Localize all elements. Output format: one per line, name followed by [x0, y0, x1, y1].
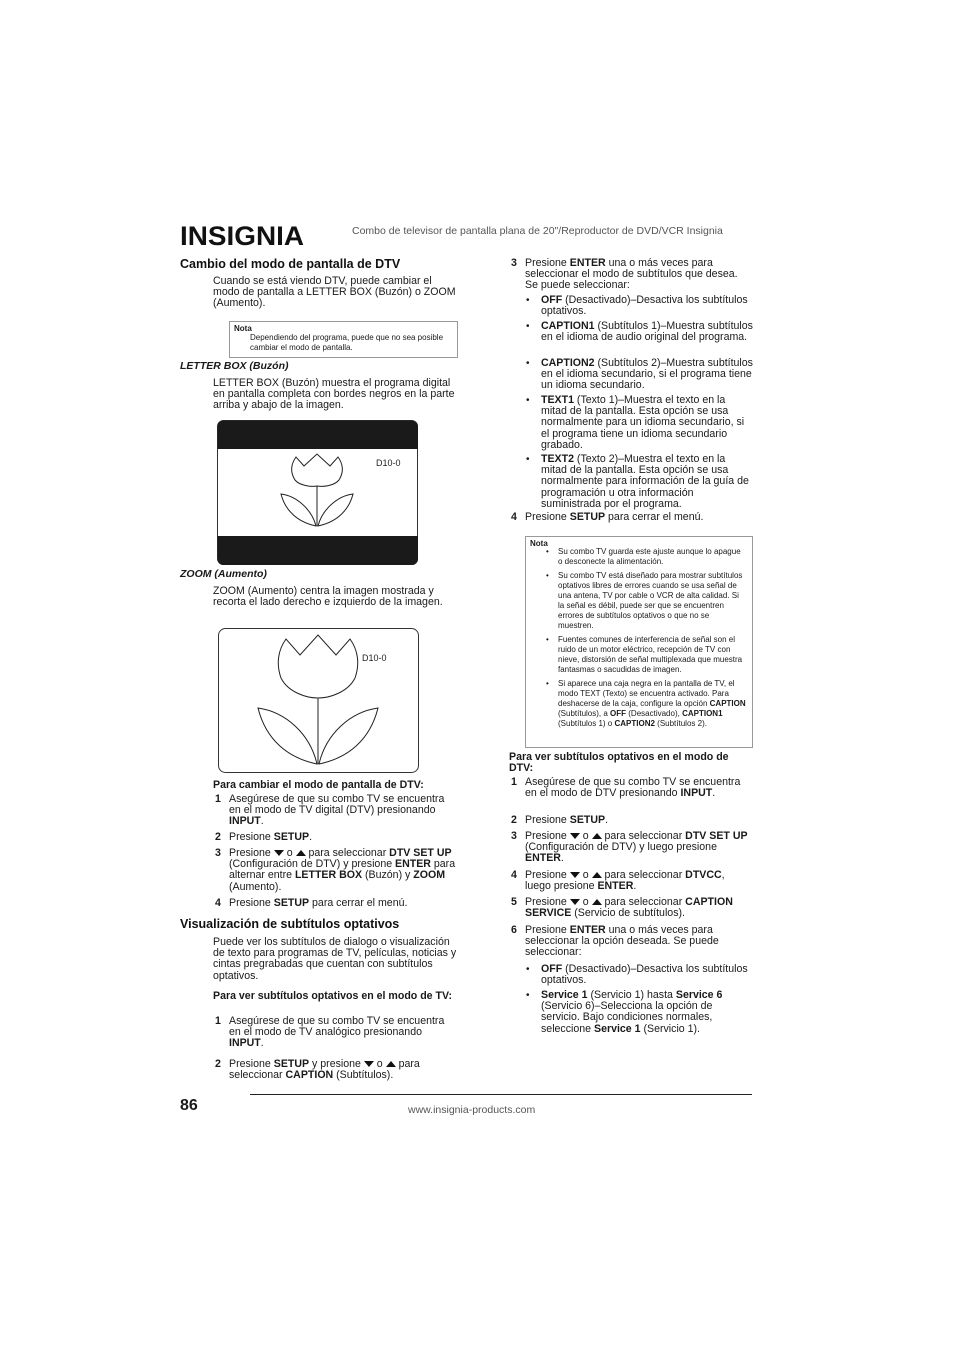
step-5: 5 Presione o para seleccionar CAPTION SERVICE (Servicio de subtítulos). — [511, 896, 733, 920]
list-item: • TEXT1 (Texto 1)–Muestra el texto en la mitad de la pantalla. Esta opción se usa normalmente para un idioma secundario, si el programa tiene un idioma secundario grabado. — [526, 394, 745, 451]
list-item: • CAPTION2 (Subtítulos 2)–Muestra subtítulos en el idioma secundario, si el programa tiene un idioma secundario. — [526, 357, 753, 392]
captions-intro: Puede ver los subtítulos de dialogo o visualización de texto para programas de TV, películas, noticias y cintas pregrabadas que cuentan con subtítulos optativos. — [213, 936, 457, 982]
step-2: 2 Presione SETUP y presione o para seleccionar CAPTION (Subtítulos). — [215, 1058, 420, 1082]
down-arrow-icon — [364, 1061, 374, 1067]
list-item: • Si aparece una caja negra en la pantalla de TV, el modo TEXT (Texto) se encuentra activado. Para deshacerse de la caja, configure la opción CAPTION (Subtítulos), a OFF (Desactivado), CAPTION1 (Subtítulos 1) o CAPTION2 (Subtítulos 2). — [546, 679, 746, 728]
down-arrow-icon — [570, 833, 580, 839]
figure-code: D10-0 — [376, 458, 401, 468]
step-4: 4 Presione o para seleccionar DTVCC, luego presione ENTER. — [511, 869, 725, 893]
up-arrow-icon — [592, 872, 602, 878]
note-text: Dependiendo del programa, puede que no sea posible cambiar el modo de pantalla. — [250, 333, 444, 352]
procedure-title-dtv-mode: Para cambiar el modo de pantalla de DTV: — [213, 779, 424, 791]
step-3: 3 Presione ENTER una o más veces para seleccionar el modo de subtítulos que desea. Se puede seleccionar: — [511, 257, 738, 292]
list-item: • CAPTION1 (Subtítulos 1)–Muestra subtítulos en el idioma de audio original del programa. — [526, 320, 753, 344]
note-label: Nota — [234, 324, 252, 333]
letterbox-subheading: LETTER BOX (Buzón) — [180, 360, 289, 372]
up-arrow-icon — [592, 833, 602, 839]
page-number: 86 — [180, 1097, 198, 1114]
figure-code: D10-0 — [362, 653, 387, 663]
step-3: 3 Presione o para seleccionar DTV SET UP (Configuración de DTV) y luego presione ENTER. — [511, 830, 748, 865]
dtv-mode-intro: Cuando se está viendo DTV, puede cambiar el modo de pantalla a LETTER BOX (Buzón) o ZOOM (Aumento). — [213, 275, 456, 310]
step-6: 6 Presione ENTER una o más veces para seleccionar la opción deseada. Se puede seleccionar: — [511, 924, 719, 959]
section-heading-dtv-mode: Cambio del modo de pantalla de DTV — [180, 257, 401, 271]
procedure-title-tv-mode: Para ver subtítulos optativos en el modo de TV: — [213, 990, 452, 1002]
note-label: Nota — [530, 539, 548, 548]
service-options-list — [526, 963, 753, 1035]
procedure-tv-mode-steps — [213, 1016, 458, 1087]
step-1: 1 Asegúrese de que su combo TV se encuentra en el modo de DTV presionando INPUT. — [511, 776, 741, 800]
letterbox-figure — [217, 420, 419, 566]
list-item: • TEXT2 (Texto 2)–Muestra el texto en la mitad de la pantalla. Esta opción se usa normalmente para información de la guía de programación u otra información suministrada por el programa. — [526, 453, 749, 510]
brand-wordmark: INSIGNIA — [180, 221, 304, 249]
footer-rule — [250, 1094, 752, 1095]
down-arrow-icon — [570, 899, 580, 905]
procedure-tv-mode-steps-continued — [509, 258, 753, 528]
zoom-subheading: ZOOM (Aumento) — [180, 568, 267, 580]
down-arrow-icon — [570, 872, 580, 878]
procedure-dtv-captions-steps — [509, 777, 753, 1035]
step-4: 4 Presione SETUP para cerrar el menú. — [215, 897, 408, 909]
note-list — [546, 547, 746, 733]
procedure-dtv-mode-steps — [213, 794, 458, 914]
step-4: 4 Presione SETUP para cerrar el menú. — [511, 511, 704, 523]
zoom-text: ZOOM (Aumento) centra la imagen mostrada y recorta el lado derecho e izquierdo de la imagen. — [213, 585, 443, 609]
list-item: • Service 1 (Servicio 1) hasta Service 6 (Servicio 6)–Selecciona la opción de servicio. Bajo condiciones normales, seleccione Service 1 (Servicio 1). — [526, 989, 723, 1035]
footer-url[interactable]: www.insignia-products.com — [408, 1104, 536, 1116]
step-2: 2 Presione SETUP. — [215, 831, 313, 843]
list-item: • Fuentes comunes de interferencia de señal son el ruido de un motor eléctrico, recepción de TV con nieve, distorsión de señal multiplexada que muestra fantasmas o sacudidas de imagen. — [546, 635, 743, 674]
list-item: • Su combo TV está diseñado para mostrar subtítulos optativos libres de errores cuando se usa señal de una antena, TV por cable o VCR de alta calidad. Si la señal es débil, puede ser que se encuentren errores de subtítulos optativos o que no se muestren. — [546, 571, 743, 630]
note-box-2 — [525, 536, 753, 748]
procedure-title-dtv-captions: Para ver subtítulos optativos en el modo de DTV: — [509, 751, 729, 774]
step-3: 3 Presione o para seleccionar DTV SET UP (Configuración de DTV) y presione ENTER para alternar entre LETTER BOX (Buzón) y ZOOM (Aumento). — [215, 847, 456, 893]
step-1: 1 Asegúrese de que su combo TV se encuentra en el modo de TV analógico presionando INPUT. — [215, 1015, 445, 1050]
insignia-logo — [180, 219, 310, 249]
step-2: 2 Presione SETUP. — [511, 814, 609, 826]
down-arrow-icon — [274, 850, 284, 856]
up-arrow-icon — [296, 850, 306, 856]
list-item: • Su combo TV guarda este ajuste aunque lo apague o desconecte la alimentación. — [546, 547, 741, 566]
up-arrow-icon — [592, 899, 602, 905]
up-arrow-icon — [386, 1061, 396, 1067]
step-1: 1 Asegúrese de que su combo TV se encuentra en el modo de TV digital (DTV) presionando INPUT. — [215, 793, 445, 828]
letterbox-text: LETTER BOX (Buzón) muestra el programa digital en pantalla completa con bordes negros en la parte arriba y abajo de la imagen. — [213, 377, 455, 412]
list-item: • OFF (Desactivado)–Desactiva los subtítulos optativos. — [526, 294, 748, 318]
caption-options-list — [526, 294, 753, 510]
note-box-1 — [229, 321, 458, 358]
header-title: Combo de televisor de pantalla plana de 20"/Reproductor de DVD/VCR Insignia — [352, 225, 723, 237]
section-heading-captions: Visualización de subtítulos optativos — [180, 917, 400, 931]
list-item: • OFF (Desactivado)–Desactiva los subtítulos optativos. — [526, 963, 748, 987]
zoom-figure — [218, 628, 420, 774]
